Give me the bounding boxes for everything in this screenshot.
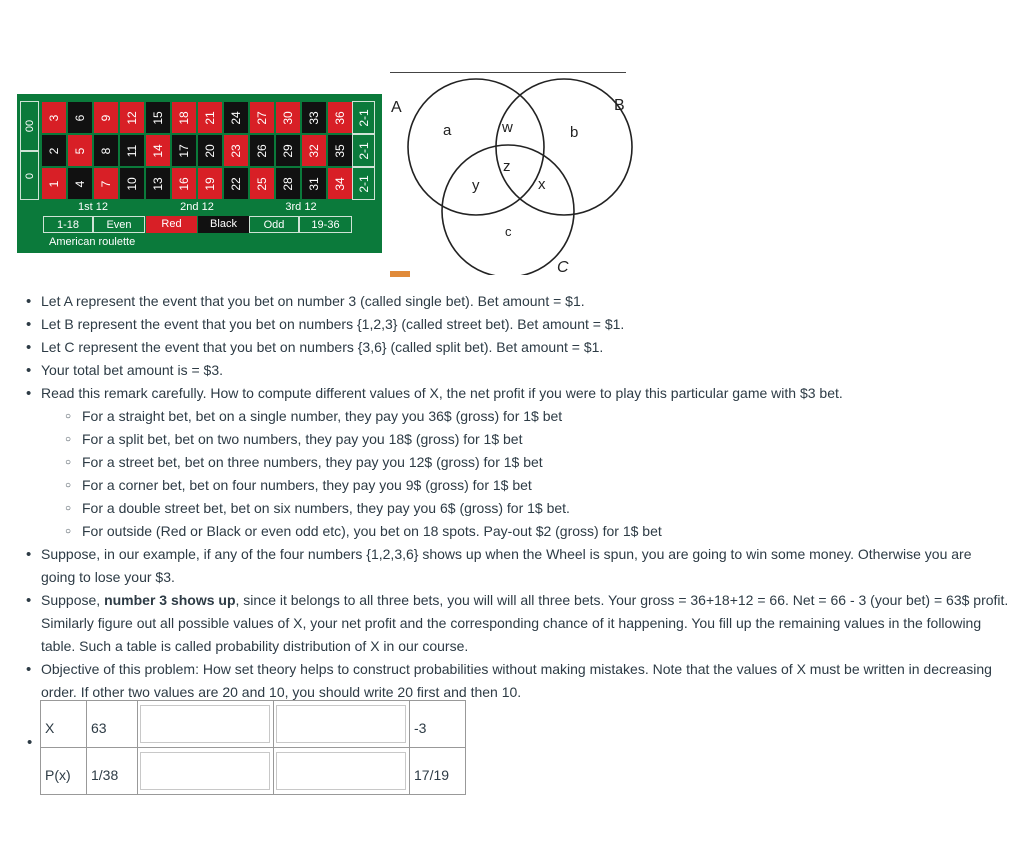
- roulette-number-label: 14: [151, 143, 165, 158]
- roulette-number-label: 28: [281, 176, 295, 191]
- roulette-number-31: [301, 167, 327, 200]
- roulette-number-label: 2: [47, 147, 61, 154]
- roulette-number-10: [119, 167, 145, 200]
- roulette-number-27: [249, 101, 275, 134]
- roulette-number-label: 11: [125, 144, 139, 157]
- roulette-number-21: [197, 101, 223, 134]
- list-item: • Let C represent the event that you bet on numbers {3,6} (called split bet). Bet amount = $1.: [24, 336, 1009, 359]
- roulette-number-16: [171, 167, 197, 200]
- x-value-cell[interactable]: [138, 701, 274, 748]
- sub-list-item: ○ For a corner bet, bet on four numbers, they pay you 9$ (gross) for 1$ bet: [64, 474, 1009, 497]
- roulette-number-label: 35: [333, 143, 347, 158]
- outside-bet-low: 1-18: [43, 216, 93, 233]
- roulette-number-label: 36: [333, 110, 347, 125]
- remark-text: Read this remark carefully. How to compute different values of X, the net profit if you were to play this particular game with $3 bet.: [41, 385, 843, 401]
- roulette-number-label: 23: [229, 143, 243, 158]
- zero-cell-0: [20, 151, 39, 200]
- roulette-number-1: [41, 167, 67, 200]
- roulette-number-29: [275, 134, 301, 167]
- p-value-cell[interactable]: [138, 748, 274, 795]
- roulette-number-label: 24: [229, 110, 243, 125]
- roulette-number-4: [67, 167, 93, 200]
- roulette-number-3: [41, 101, 67, 134]
- roulette-number-label: 12: [125, 110, 139, 125]
- zero-label: 0: [23, 172, 36, 179]
- zero-label: 00: [23, 119, 36, 133]
- roulette-number-label: 13: [151, 176, 165, 191]
- roulette-number-label: 22: [229, 176, 243, 191]
- roulette-number-30: [275, 101, 301, 134]
- roulette-number-label: 20: [203, 143, 217, 158]
- dozen-label: 2nd 12: [180, 201, 214, 213]
- roulette-number-label: 27: [255, 110, 269, 125]
- dozen-label: 1st 12: [78, 201, 108, 213]
- roulette-number-20: [197, 134, 223, 167]
- roulette-number-label: 16: [177, 176, 191, 191]
- list-item: • Objective of this problem: How set theory helps to construct probabilities without making mistakes. Note that the values of X must be written in decreasing order. If other two values are 20 and 10, you should write 20 first and then 10.: [24, 658, 1009, 704]
- roulette-number-22: [223, 167, 249, 200]
- roulette-number-label: 32: [307, 143, 321, 158]
- roulette-number-label: 33: [307, 110, 321, 125]
- table-row: [41, 748, 466, 795]
- region-label-b: b: [570, 124, 579, 141]
- roulette-number-label: 7: [99, 180, 113, 187]
- roulette-number-28: [275, 167, 301, 200]
- set-label-c: C: [557, 259, 569, 275]
- sub-list-item: ○ For outside (Red or Black or even odd etc), you bet on 18 spots. Pay-out $2 (gross) for 1$ bet: [64, 520, 1009, 543]
- p-value-cell: 1/38: [87, 748, 138, 795]
- venn-diagram: [388, 75, 638, 275]
- column-label: 2-1: [356, 174, 371, 193]
- roulette-number-5: [67, 134, 93, 167]
- region-label-y: y: [472, 177, 480, 194]
- roulette-number-12: [119, 101, 145, 134]
- text-segment: Suppose,: [41, 592, 105, 608]
- x-value-cell[interactable]: [274, 701, 410, 748]
- list-item: • Let B represent the event that you bet on numbers {1,2,3} (called street bet). Bet amount = $1.: [24, 313, 1009, 336]
- roulette-number-23: [223, 134, 249, 167]
- roulette-number-2: [41, 134, 67, 167]
- roulette-number-label: 4: [73, 180, 87, 187]
- roulette-number-35: [327, 134, 353, 167]
- p-value-cell: 17/19: [410, 748, 466, 795]
- roulette-number-label: 3: [47, 114, 61, 121]
- sub-list-item: ○ For a double street bet, bet on six numbers, they pay you 6$ (gross) for 1$ bet.: [64, 497, 1009, 520]
- roulette-number-label: 9: [99, 114, 113, 121]
- roulette-number-label: 10: [125, 176, 139, 191]
- roulette-number-34: [327, 167, 353, 200]
- roulette-number-24: [223, 101, 249, 134]
- sub-list-item: ○ For a split bet, bet on two numbers, they pay you 18$ (gross) for 1$ bet: [64, 428, 1009, 451]
- p-value-input-1[interactable]: [140, 752, 270, 790]
- probability-table: [40, 700, 466, 795]
- instruction-list: [24, 290, 1009, 704]
- x-value-input-2[interactable]: [276, 705, 406, 743]
- column-bet: [352, 101, 375, 134]
- roulette-number-label: 8: [99, 147, 113, 154]
- roulette-number-9: [93, 101, 119, 134]
- roulette-number-17: [171, 134, 197, 167]
- roulette-number-11: [119, 134, 145, 167]
- roulette-number-25: [249, 167, 275, 200]
- outside-bet-odd: Odd: [249, 216, 299, 233]
- region-label-x: x: [538, 176, 546, 193]
- roulette-number-label: 17: [177, 143, 191, 158]
- roulette-number-label: 18: [177, 110, 191, 125]
- list-item: • Your total bet amount is = $3.: [24, 359, 1009, 382]
- roulette-number-15: [145, 101, 171, 134]
- roulette-number-label: 29: [281, 143, 295, 158]
- roulette-number-label: 21: [203, 110, 217, 125]
- roulette-number-19: [197, 167, 223, 200]
- roulette-number-33: [301, 101, 327, 134]
- x-value-cell: -3: [410, 701, 466, 748]
- roulette-number-label: 1: [47, 180, 61, 187]
- roulette-number-label: 19: [203, 176, 217, 191]
- zero-cell-00: [20, 101, 39, 151]
- roulette-number-26: [249, 134, 275, 167]
- sub-list-item: ○ For a straight bet, bet on a single number, they pay you 36$ (gross) for 1$ bet: [64, 405, 1009, 428]
- roulette-caption: American roulette: [49, 236, 136, 248]
- bullet-marker: •: [27, 734, 33, 751]
- payout-list: [41, 405, 1009, 543]
- roulette-number-36: [327, 101, 353, 134]
- region-label-c: c: [505, 224, 512, 239]
- roulette-number-8: [93, 134, 119, 167]
- circle-b: [496, 79, 632, 215]
- dozen-label: 3rd 12: [285, 201, 317, 213]
- outside-bet-even: Even: [93, 216, 145, 233]
- set-label-b: B: [614, 97, 625, 114]
- roulette-number-7: [93, 167, 119, 200]
- outside-bet-black: Black: [198, 216, 249, 233]
- roulette-number-label: 31: [307, 176, 321, 191]
- roulette-number-label: 26: [255, 143, 269, 158]
- roulette-number-32: [301, 134, 327, 167]
- roulette-number-label: 6: [73, 114, 87, 121]
- thumbnail-image: [390, 271, 410, 277]
- roulette-number-label: 25: [255, 176, 269, 191]
- roulette-number-label: 30: [281, 110, 295, 125]
- list-item: [24, 382, 1009, 543]
- x-value-cell: 63: [87, 701, 138, 748]
- text-segment: , since it belongs to all three bets, you will will all three bets. Your gross = 36+18+12 = 66. Net = 66 - 3 (your bet) = 63$ profit. Similarly figure out all possible values of X, your net profit and the corresponding chance of it happening. You fill up the remaining values in the following table. Such a table is called probability distribution of X in our course.: [41, 592, 1009, 654]
- set-label-a: A: [391, 99, 402, 116]
- x-value-input-1[interactable]: [140, 705, 270, 743]
- outside-bet-high: 19-36: [299, 216, 352, 233]
- region-label-a: a: [443, 122, 452, 139]
- roulette-number-label: 34: [333, 176, 347, 191]
- x-header: X: [41, 701, 87, 748]
- p-value-input-2[interactable]: [276, 752, 406, 790]
- roulette-number-6: [67, 101, 93, 134]
- roulette-number-label: 5: [73, 147, 87, 154]
- list-item: [24, 589, 1009, 658]
- bold-text: number 3 shows up: [104, 592, 236, 608]
- column-bet: [352, 134, 375, 167]
- roulette-board: [17, 94, 382, 253]
- roulette-number-13: [145, 167, 171, 200]
- sub-list-item: ○ For a street bet, bet on three numbers, they pay you 12$ (gross) for 1$ bet: [64, 451, 1009, 474]
- column-label: 2-1: [356, 108, 371, 127]
- region-label-w: w: [502, 119, 513, 136]
- column-label: 2-1: [356, 141, 371, 160]
- region-label-z: z: [503, 158, 511, 175]
- roulette-number-18: [171, 101, 197, 134]
- list-item: • Let A represent the event that you bet on number 3 (called single bet). Bet amount = $1.: [24, 290, 1009, 313]
- divider-line: [390, 72, 626, 73]
- column-bet: [352, 167, 375, 200]
- roulette-number-14: [145, 134, 171, 167]
- outside-bet-red: Red: [146, 216, 197, 233]
- list-item: • Suppose, in our example, if any of the four numbers {1,2,3,6} shows up when the Wheel is spun, you are going to win some money. Otherwise you are going to lose your $3.: [24, 543, 1009, 589]
- table-row: [41, 701, 466, 748]
- p-value-cell[interactable]: [274, 748, 410, 795]
- roulette-number-label: 15: [151, 110, 165, 125]
- p-header: P(x): [41, 748, 87, 795]
